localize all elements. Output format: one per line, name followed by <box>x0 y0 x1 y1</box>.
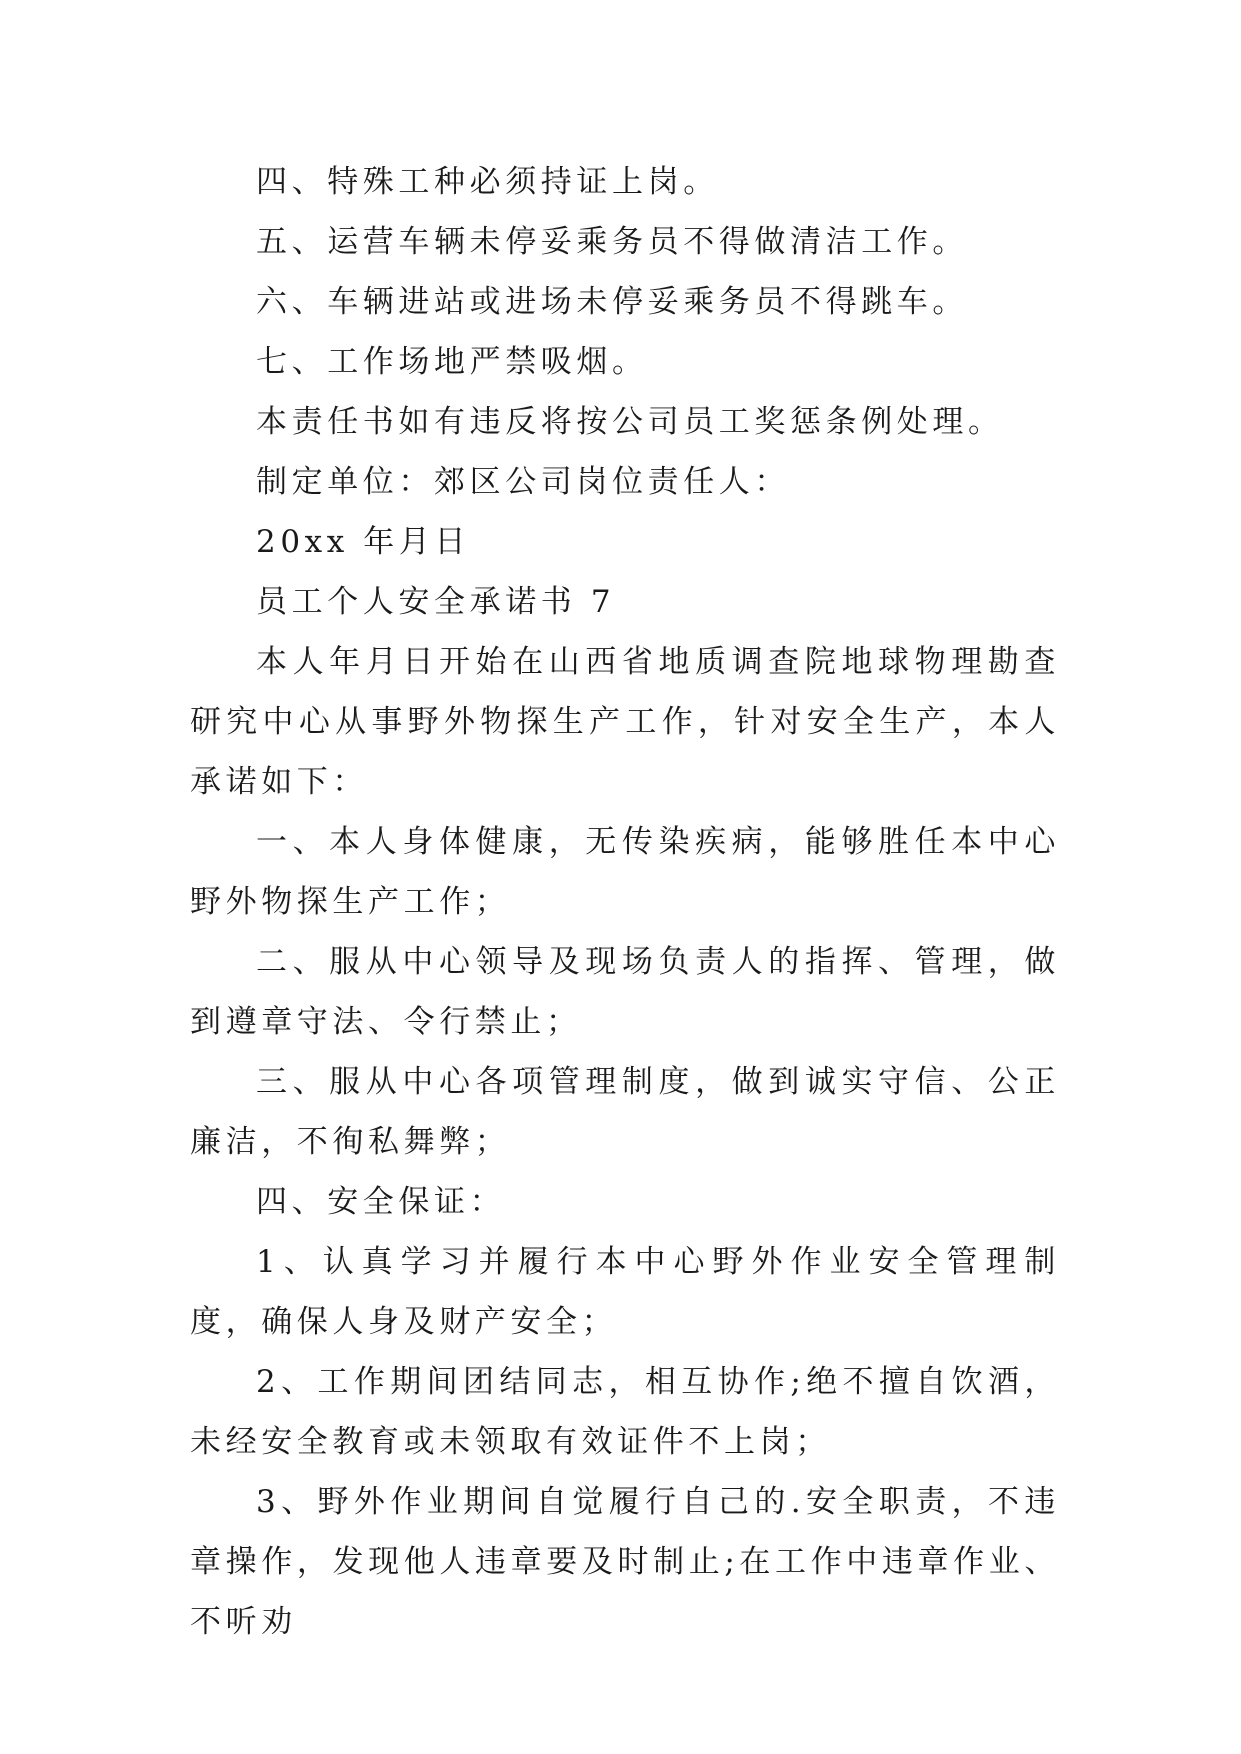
paragraph-guarantee-3: 3、野外作业期间自觉履行自己的.安全职责，不违章操作，发现他人违章要及时制止;在工作中违章作业、不听劝 <box>190 1484 1060 1640</box>
paragraph-commitment-2: 二、服从中心领导及现场负责人的指挥、管理，做到遵章守法、令行禁止； <box>190 944 1060 1040</box>
paragraph-item-5: 五、运营车辆未停妥乘务员不得做清洁工作。 <box>256 224 968 260</box>
paragraph-issuer: 制定单位：郊区公司岗位责任人： <box>256 464 790 500</box>
paragraph-guarantee-1: 1、认真学习并履行本中心野外作业安全管理制度，确保人身及财产安全； <box>190 1244 1060 1340</box>
paragraph-commitment-4: 四、安全保证： <box>256 1184 506 1220</box>
paragraph-commitment-1: 一、本人身体健康，无传染疾病，能够胜任本中心野外物探生产工作； <box>190 824 1060 920</box>
section-title: 员工个人安全承诺书 7 <box>256 584 616 620</box>
paragraph-item-6: 六、车辆进站或进场未停妥乘务员不得跳车。 <box>256 284 968 320</box>
paragraph-intro: 本人年月日开始在山西省地质调查院地球物理勘查研究中心从事野外物探生产工作，针对安全生产，本人承诺如下： <box>190 644 1060 800</box>
paragraph-violation-note: 本责任书如有违反将按公司员工奖惩条例处理。 <box>256 404 1004 440</box>
paragraph-item-7: 七、工作场地严禁吸烟。 <box>256 344 648 380</box>
paragraph-guarantee-2: 2、工作期间团结同志，相互协作;绝不擅自饮酒，未经安全教育或未领取有效证件不上岗； <box>190 1364 1060 1460</box>
paragraph-item-4: 四、特殊工种必须持证上岗。 <box>256 164 719 200</box>
paragraph-commitment-3: 三、服从中心各项管理制度，做到诚实守信、公正廉洁，不徇私舞弊； <box>190 1064 1060 1160</box>
paragraph-date: 20xx 年月日 <box>256 524 471 560</box>
document-body <box>190 152 1060 1652</box>
